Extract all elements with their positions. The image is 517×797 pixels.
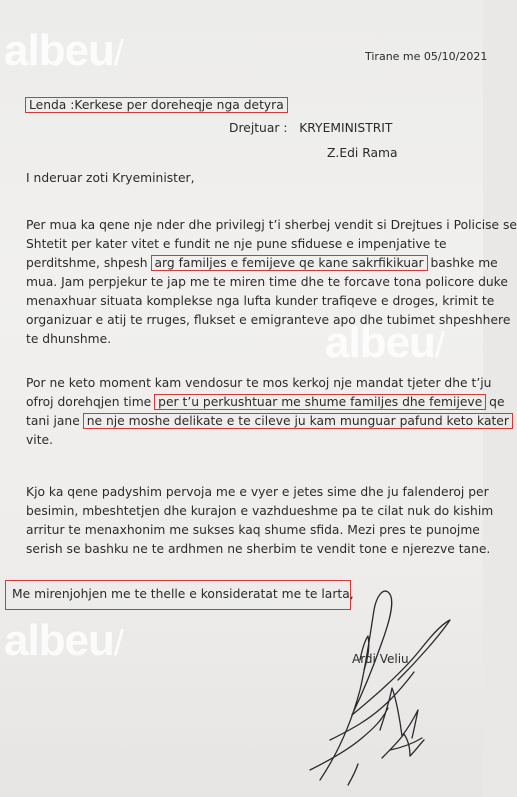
subject-highlight-box: Lenda :Kerkese per doreheqje nga detyra	[25, 97, 288, 113]
watermark-text: albeu	[325, 318, 435, 367]
text-segment: qe	[485, 395, 505, 409]
watermark-logo: albeu/	[325, 318, 444, 367]
watermark-text: albeu	[4, 616, 114, 665]
highlight-box: per t’u perkushtuar me shume familjes dhe femijeve	[154, 394, 486, 410]
subject-line	[26, 96, 287, 115]
paragraph-line: Per mua ka qene nje nder dhe privilegj t’i sherbej vendit si Drejtues i Policise se	[26, 218, 517, 232]
highlight-box: arg familjes e femijeve qe kane sakrfikikuar	[151, 255, 428, 271]
paragraph-line: besimin, mbeshtetjen dhe kurajon e vazhdueshme pa te cilat nuk do kishim	[26, 504, 494, 518]
paragraph-line: te dhunshme.	[26, 332, 112, 346]
paragraph-line: organizuar e atij te rruges, flukset e emigranteve apo dhe tubimet shpeshhere	[26, 313, 511, 327]
recipient-title: KRYEMINISTRIT	[299, 121, 393, 135]
signer-name: Ardi Veliu	[352, 652, 409, 666]
highlight-box: ne nje moshe delikate e te cileve ju kam munguar pafund keto kater	[83, 413, 513, 429]
closing-line: Me mirenjohjen me te thelle e konsideratat me te larta,	[12, 587, 354, 601]
watermark-logo: albeu/	[4, 616, 123, 665]
paragraph-line: menaxhuar situata komplekse nga lufta kunder trafiqeve e droges, krimit te	[26, 294, 495, 308]
paragraph-line: vite.	[26, 433, 53, 447]
paragraph-line	[26, 393, 512, 412]
paragraph-line: mua. Jam perpjekur te jap me te miren time dhe te forcave tona policore duke	[26, 275, 508, 289]
watermark-text: albeu	[4, 26, 114, 75]
recipient-label: Drejtuar :	[229, 121, 288, 135]
paragraph-2	[26, 374, 512, 450]
paragraph-line: Kjo ka qene padyshim pervoja me e vyer e jetes sime dhe ju falenderoj per	[26, 485, 489, 499]
paragraph-3	[26, 483, 493, 559]
watermark-logo: albeu/	[4, 26, 123, 75]
paragraph-line	[26, 412, 512, 431]
paragraph-line: arritur te menaxhonim me sukses kaq shume sfida. Mezi pres te punojme	[26, 523, 480, 537]
text-segment: bashke me	[426, 256, 498, 270]
salutation: I nderuar zoti Kryeminister,	[26, 171, 195, 185]
paragraph-line: Por ne keto moment kam vendosur te mos kerkoj nje mandat tjeter dhe t’ju	[26, 376, 492, 390]
paragraph-1	[26, 216, 517, 349]
paragraph-line: Shtetit per kater vitet e fundit ne nje pune sfiduese e impenjative te	[26, 237, 447, 251]
paragraph-line	[26, 254, 517, 273]
letter-date: Tirane me 05/10/2021	[365, 50, 488, 63]
handwritten-signature	[290, 580, 470, 790]
text-segment: perditshme, shpesh	[26, 256, 152, 270]
recipient-line	[229, 119, 392, 138]
text-segment: ofroj dorehqjen time	[26, 395, 156, 409]
recipient-name: Z.Edi Rama	[327, 146, 398, 160]
paragraph-line: serish se bashku ne te ardhmen ne sherbim te vendit tone e njerezve tane.	[26, 542, 491, 556]
text-segment: tani jane	[26, 414, 84, 428]
